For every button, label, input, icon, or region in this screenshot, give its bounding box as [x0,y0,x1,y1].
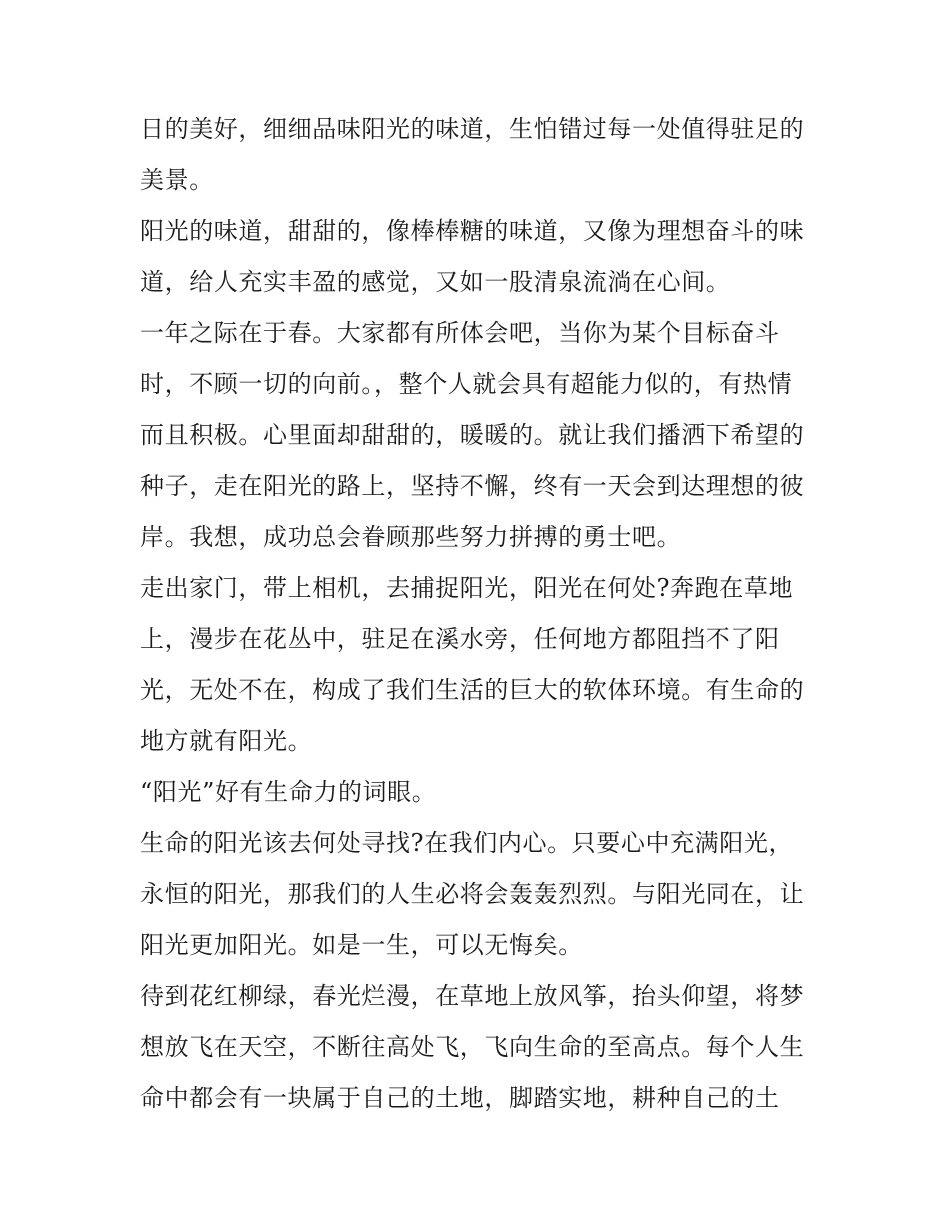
text-line: 生命的阳光该去何处寻找?在我们内心。只要心中充满阳光， [140,829,794,857]
text-line: 道，给人充实丰盈的感觉，又如一股清泉流淌在心间。 [140,268,731,296]
text-line: 岸。我想，成功总会眷顾那些努力拼搏的勇士吧。 [140,523,682,551]
text-line: 一年之际在于春。大家都有所体会吧，当你为某个目标奋斗 [140,319,780,347]
text-line: 待到花红柳绿，春光烂漫，在草地上放风筝，抬头仰望，将梦 [140,982,805,1010]
text-line: 命中都会有一块属于自己的土地，脚踏实地，耕种自己的土 [140,1084,780,1112]
text-line: 阳光的味道，甜甜的，像棒棒糖的味道，又像为理想奋斗的味 [140,217,805,245]
text-line: 阳光更加阳光。如是一生，可以无悔矣。 [140,931,583,959]
text-line: 时，不顾一切的向前。，整个人就会具有超能力似的，有热情 [140,370,793,398]
text-line: 永恒的阳光，那我们的人生必将会轰轰烈烈。与阳光同在，让 [140,880,805,908]
text-line: 想放飞在天空，不断往高处飞，飞向生命的至高点。每个人生 [140,1033,805,1061]
text-line: 美景。 [140,166,214,194]
text-line: 而且积极。心里面却甜甜的，暖暖的。就让我们播洒下希望的 [140,421,805,449]
text-line: “阳光”好有生命力的词眼。 [140,778,437,806]
text-line: 走出家门，带上相机，去捕捉阳光，阳光在何处?奔跑在草地 [140,574,794,602]
text-line: 光，无处不在，构成了我们生活的巨大的软体环境。有生命的 [140,676,805,704]
document-body [140,104,820,1124]
text-line: 日的美好，细细品味阳光的味道，生怕错过每一处值得驻足的 [140,115,805,143]
text-line: 种子，走在阳光的路上，坚持不懈，终有一天会到达理想的彼 [140,472,805,500]
text-line: 上，漫步在花丛中，驻足在溪水旁，任何地方都阻挡不了阳 [140,625,780,653]
text-line: 地方就有阳光。 [140,727,313,755]
